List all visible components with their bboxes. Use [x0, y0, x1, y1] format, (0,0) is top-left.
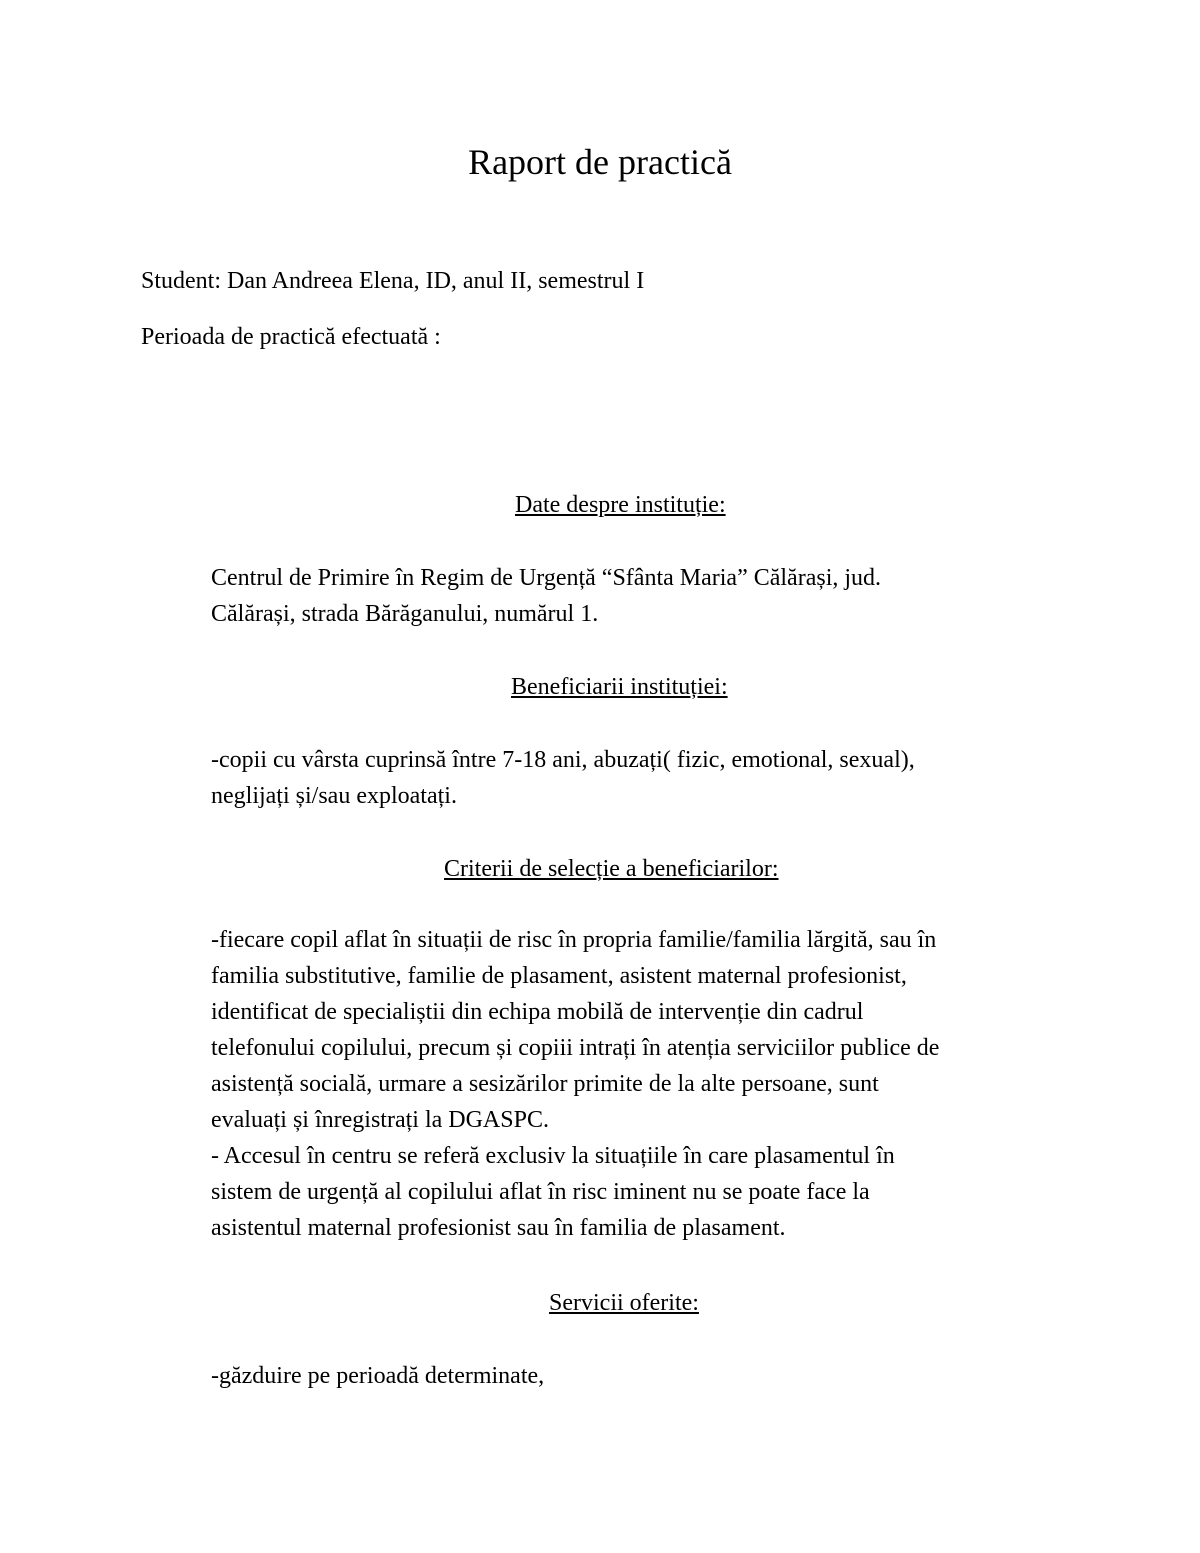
paragraph-line: asistență socială, urmare a sesizărilor primite de la alte persoane, sunt: [211, 1071, 879, 1097]
section-heading-services: Servicii oferite:: [549, 1290, 699, 1316]
paragraph-line: sistem de urgență al copilului aflat în risc iminent nu se poate face la: [211, 1179, 870, 1205]
paragraph-line: asistentul maternal profesionist sau în familia de plasament.: [211, 1215, 786, 1241]
student-line: Student: Dan Andreea Elena, ID, anul II, semestrul I: [141, 268, 645, 294]
section-body-beneficiaries: [211, 742, 1071, 814]
paragraph-line: Centrul de Primire în Regim de Urgență “Sfânta Maria” Călărași, jud.: [211, 565, 882, 591]
paragraph-line: evaluați și înregistrați la DGASPC.: [211, 1107, 549, 1133]
section-heading-beneficiaries: Beneficiarii instituției:: [511, 674, 728, 700]
section-heading-institution: Date despre instituție:: [515, 492, 726, 518]
paragraph-line: neglijați și/sau exploatați.: [211, 783, 457, 809]
section-body-services: [211, 1358, 1071, 1394]
section-body-criteria: [211, 922, 1071, 1246]
paragraph-line: -copii cu vârsta cuprinsă între 7-18 ani, abuzați( fizic, emotional, sexual),: [211, 747, 915, 773]
section-heading-criteria: Criterii de selecție a beneficiarilor:: [444, 856, 779, 882]
paragraph-line: - Accesul în centru se referă exclusiv la situațiile în care plasamentul în: [211, 1143, 895, 1169]
paragraph-line: familia substitutive, familie de plasament, asistent maternal profesionist,: [211, 963, 907, 989]
period-line: Perioada de practică efectuată :: [141, 324, 441, 350]
paragraph-line: telefonului copilului, precum și copiii intrați în atenția serviciilor publice de: [211, 1035, 940, 1061]
paragraph-line: -găzduire pe perioadă determinate,: [211, 1363, 545, 1389]
paragraph-line: Călărași, strada Bărăganului, numărul 1.: [211, 601, 599, 627]
document-title: Raport de practică: [468, 142, 732, 182]
paragraph-line: -fiecare copil aflat în situații de risc în propria familie/familia lărgită, sau în: [211, 927, 937, 953]
paragraph-line: identificat de specialiștii din echipa mobilă de intervenție din cadrul: [211, 999, 864, 1025]
section-body-institution: [211, 560, 1071, 632]
